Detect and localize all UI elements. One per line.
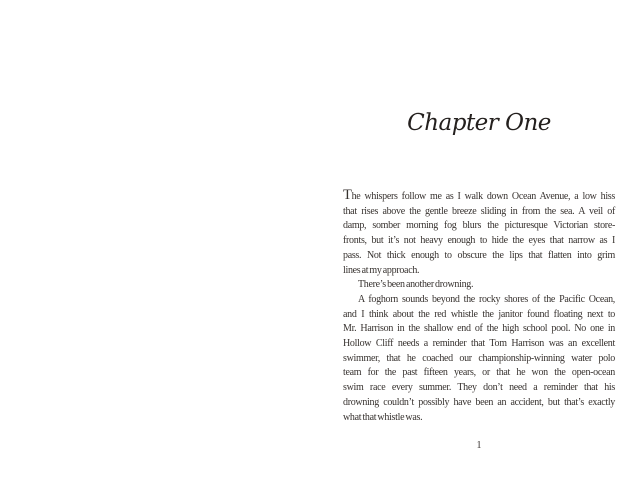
text-line: pass. Not thick enough to obscure the lips that flatten into grim [343,249,615,261]
text-line: drowning couldn’t possibly have been an accident, but that’s exactly [343,396,615,408]
text-line: The whispers follow me as I walk down Ocean Avenue, a low hiss [343,187,615,203]
text-line: and I think about the red whistle the janitor found floating next to [343,308,615,320]
text-line: what that whistle was. [343,411,423,423]
paragraph [343,278,615,293]
text-line: fronts, but it’s not heavy enough to hide the eyes that narrow as I [343,235,615,247]
text-line: A foghorn sounds beyond the rocky shores of the Pacific Ocean, [358,293,615,305]
body-text [343,187,615,425]
paragraph [343,187,615,278]
chapter-title: Chapter One [407,110,551,136]
text-line: lines at my approach. [343,264,420,276]
text-line: damp, somber morning fog blurs the picturesque Victorian store- [343,220,615,232]
text-line: that rises above the gentle breeze sliding in from the sea. A veil of [343,205,615,217]
right-page [320,0,640,480]
text-line: swim race every summer. They don’t need a reminder that his [343,382,615,394]
page-number: 1 [476,440,482,451]
text-line: Mr. Harrison in the shallow end of the high school pool. No one in [343,323,615,335]
text-line: There’s been another drowning. [358,279,474,291]
text-line: swimmer, that he coached our championship-winning water polo [343,352,615,364]
text-line: team for the past fifteen years, or that he won the open-ocean [343,367,615,379]
paragraph [343,293,615,425]
text-line: Hollow Cliff needs a reminder that Tom Harrison was an excellent [343,338,615,350]
